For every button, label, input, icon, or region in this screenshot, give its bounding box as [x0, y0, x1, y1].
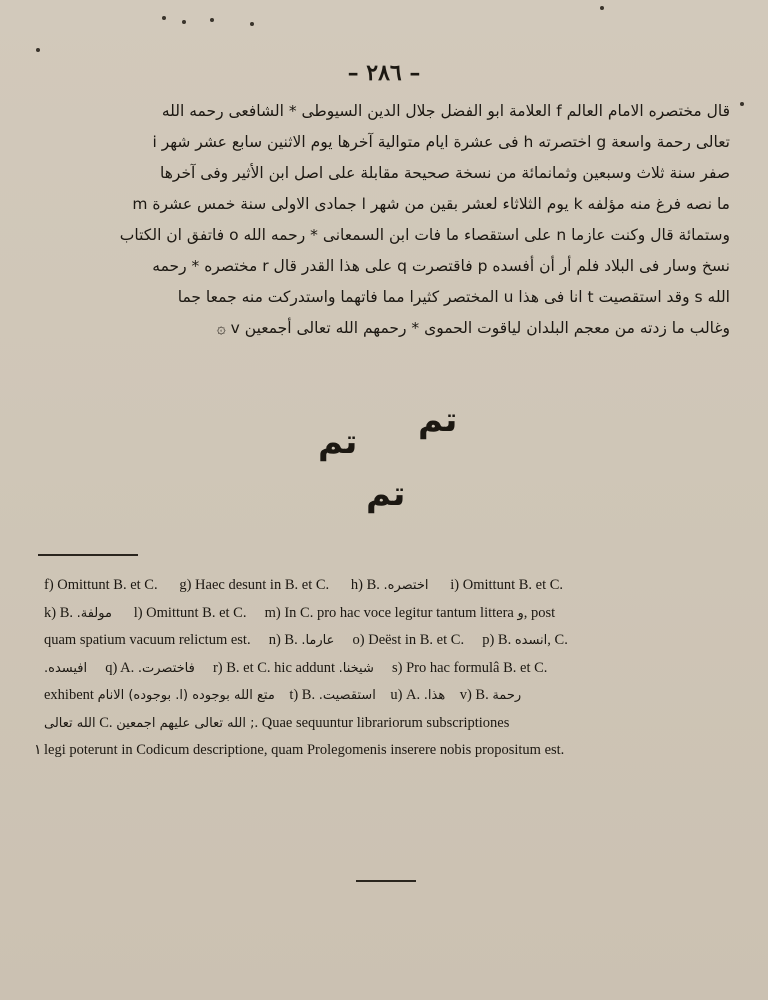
text-line: الله s وقد استقصيت t انا فى هذا u المختصر كثيرا مما فاتهما واستدركت منه جمعا جما	[177, 288, 730, 306]
footnote: p) B.	[482, 632, 512, 648]
footnote-arabic: استقصيت.	[318, 688, 376, 703]
footnote: h) B.	[350, 577, 380, 593]
footnote: g) Haec desunt in B. et C.	[179, 577, 330, 593]
text-line: صفر سنة ثلاث وسبعين وثمانمائة من نسخة صحيحة مقابلة على اصل ابن الأثير وفى آخرها	[160, 164, 730, 182]
text-line: وغالب ما زدته من معجم البلدان لياقوت الحموى * رحمهم الله تعالى أجمعين v ۞	[216, 319, 730, 337]
footnote-arabic: و	[517, 605, 524, 621]
footnote: v) B.	[459, 687, 489, 703]
footnote-arabic: الله تعالى	[44, 715, 96, 731]
footnote: n) B.	[268, 632, 298, 648]
tamm-word: تم	[366, 474, 406, 514]
footnote-rule	[38, 554, 138, 556]
footnote: t) B.	[289, 687, 316, 703]
text-line: وستمائة قال وكنت عازما n على استقصاء ما فات ابن السمعانى * رحمه الله o فاتفق ان الكتاب	[119, 226, 730, 244]
footnote-arabic: انسده	[514, 633, 548, 648]
footnotes	[44, 572, 744, 764]
footnote-line	[44, 737, 744, 764]
footnote: u) A.	[390, 687, 421, 703]
footnote: i) Omittunt B. et C.	[450, 577, 564, 593]
footnote-arabic: هذا.	[423, 688, 446, 703]
footnote: . Quae sequuntur librariorum subscriptiones	[254, 714, 510, 731]
footnote: quam spatium vacuum relictum est.	[44, 632, 251, 648]
end-rule	[356, 880, 416, 882]
footnote-line	[44, 600, 744, 628]
footnote-arabic: افيسده.	[44, 660, 88, 676]
footnote-line	[44, 627, 744, 655]
footnote-line	[44, 655, 744, 683]
footnote: q) A.	[105, 659, 135, 676]
footnote-arabic: متع الله بوجوده (l. بوجوده) الانام	[97, 688, 275, 703]
page-number: – ٢٨٦ –	[347, 60, 421, 86]
arabic-main-text	[40, 96, 730, 344]
footnote: , post	[523, 604, 556, 621]
footnote-arabic: ; الله تعالى عليهم اجمعين	[116, 715, 255, 731]
footnote-arabic: فاختصرت.	[137, 660, 195, 676]
text-line: تعالى رحمة واسعة g اختصرته h فى عشرة ايام متوالية آخرها يوم الاثنين سابع عشر شهر i	[152, 133, 730, 151]
footnote-arabic: عارما.	[301, 633, 335, 648]
margin-mark: ١	[34, 742, 42, 758]
footnote-arabic: رحمة	[492, 688, 522, 703]
tamm-word: تم	[318, 422, 358, 462]
footnote: f) Omittunt B. et C.	[44, 577, 158, 593]
footnote: k) B.	[44, 604, 73, 621]
footnote-line	[44, 572, 744, 600]
footnote: exhibent	[44, 687, 94, 703]
footnote-line	[44, 710, 744, 738]
footnote: m) In C. pro hac voce legitur tantum littera	[264, 604, 514, 621]
footnote: C.	[99, 714, 113, 731]
text-line: نسخ وسار فى البلاد فلم أر أن أفسده p فاقتصرت q على هذا القدر قال r مختصره * رحمه	[152, 257, 730, 275]
footnote: , C.	[547, 632, 568, 648]
footnote-arabic: مولفة.	[76, 605, 112, 621]
footnote-arabic: اختصره.	[383, 578, 429, 593]
text-line: ما نصه فرغ منه مؤلفه k يوم الثلاثاء لعشر بقين من شهر l جمادى الاولى سنة خمس عشرة m	[132, 195, 730, 213]
footnote-arabic: شيخنا.	[338, 660, 374, 676]
footnote: s) Pro hac formulâ B. et C.	[391, 659, 548, 676]
footnote: legi poterunt in Codicum descriptione, quam Prolegomenis inserere nobis propositum est.	[44, 742, 565, 758]
footnote: o) Deëst in B. et C.	[352, 632, 465, 648]
footnote: l) Omittunt B. et C.	[133, 604, 247, 621]
footnote: r) B. et C. hic addunt	[212, 659, 335, 676]
text-line: قال مختصره الامام العالم f العلامة ابو الفضل جلال الدين السيوطى * الشافعى رحمه الله	[161, 102, 730, 120]
footnote-line	[44, 682, 744, 710]
tamm-word: تم	[418, 400, 458, 440]
